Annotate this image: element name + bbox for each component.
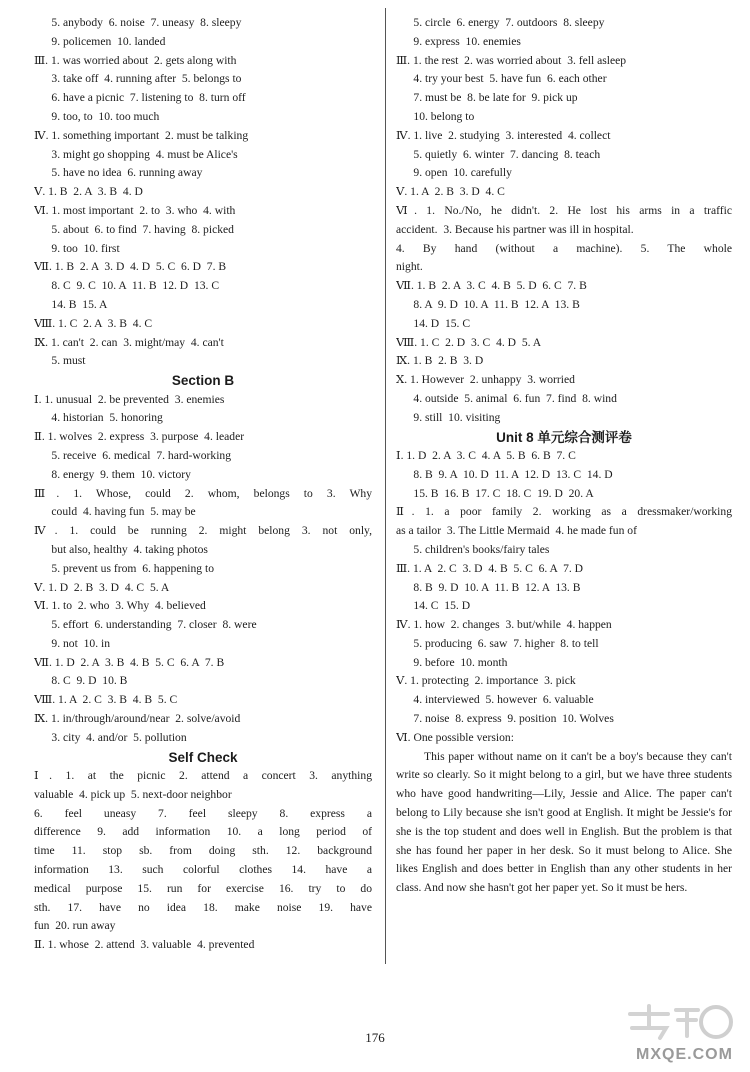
answer-line: Ⅵ. 1. No./No, he didn't. 2. He lost his arms in a traffic bbox=[396, 203, 732, 217]
answer-line: difference 9. add information 10. a long period of bbox=[34, 825, 372, 839]
answer-line: 9. open 10. carefully bbox=[396, 166, 512, 180]
answer-line: Ⅱ. 1. a poor family 2. working as a dressmaker/working bbox=[396, 505, 732, 519]
answer-line: Ⅷ. 1. C 2. A 3. B 4. C bbox=[34, 316, 153, 330]
answer-line: Ⅴ. 1. protecting 2. importance 3. pick bbox=[396, 674, 576, 688]
answer-line: 4. try your best 5. have fun 6. each other bbox=[396, 72, 607, 86]
answer-line: 8. C 9. C 10. A 11. B 12. D 13. C bbox=[34, 279, 220, 293]
answer-line: 5. producing 6. saw 7. higher 8. to tell bbox=[396, 636, 599, 650]
answer-line: Ⅶ. 1. D 2. A 3. B 4. B 5. C 6. A 7. B bbox=[34, 655, 225, 669]
column-divider bbox=[385, 8, 386, 964]
answer-line: Ⅱ. 1. wolves 2. express 3. purpose 4. leader bbox=[34, 430, 245, 444]
answer-line: 5. have no idea 6. running away bbox=[34, 166, 203, 180]
essay-paragraph: This paper without name on it can't be a boy's because they can't write so clearly. So it might belong to a girl, but we have three students who have good handwriting—Lily, Jessie and Alice. The paper can't belong to Lily because she isn't good at English. It might be Jessie's for she is the top student and does well in English. But the problem is that she has found her paper in her desk. So it must belong to Alice. She likes English and does better in English than any other students in her class. And now she hasn't got her paper yet. So it must be hers. bbox=[396, 749, 732, 895]
answer-line: Ⅰ. 1. at the picnic 2. attend a concert 3. anything bbox=[34, 769, 372, 783]
answer-line: 9. too 10. first bbox=[34, 241, 120, 255]
answer-line: information 13. such colorful clothes 14. have a bbox=[34, 863, 372, 877]
answer-line: Ⅳ. 1. live 2. studying 3. interested 4. collect bbox=[396, 128, 611, 142]
answer-line: Ⅲ. 1. was worried about 2. gets along with bbox=[34, 53, 237, 67]
answer-line: Ⅵ. 1. to 2. who 3. Why 4. believed bbox=[34, 599, 206, 613]
answer-line: 6. feel uneasy 7. feel sleepy 8. express a bbox=[34, 806, 372, 820]
left-column bbox=[34, 14, 372, 955]
answer-line: Ⅶ. 1. B 2. A 3. D 4. D 5. C 6. D 7. B bbox=[34, 260, 227, 274]
answer-line: night. bbox=[396, 260, 423, 274]
answer-line: 14. C 15. D bbox=[396, 599, 471, 613]
answer-line: time 11. stop sb. from doing sth. 12. background bbox=[34, 844, 372, 858]
answer-line: Ⅲ. 1. the rest 2. was worried about 3. fell asleep bbox=[396, 53, 627, 67]
answer-line: 9. policemen 10. landed bbox=[34, 34, 166, 48]
answer-line: 5. about 6. to find 7. having 8. picked bbox=[34, 222, 234, 236]
answer-line: 5. effort 6. understanding 7. closer 8. were bbox=[34, 618, 257, 632]
answer-line: 9. too, to 10. too much bbox=[34, 109, 160, 123]
answer-line: Ⅸ. 1. B 2. B 3. D bbox=[396, 354, 484, 368]
right-column bbox=[396, 14, 732, 898]
answer-line: Ⅴ. 1. D 2. B 3. D 4. C 5. A bbox=[34, 580, 170, 594]
answer-line: but also, healthy 4. taking photos bbox=[34, 542, 208, 556]
answer-line: 9. before 10. month bbox=[396, 655, 508, 669]
answer-line: Ⅴ. 1. A 2. B 3. D 4. C bbox=[396, 185, 505, 199]
answer-line: 7. noise 8. express 9. position 10. Wolves bbox=[396, 712, 614, 726]
answer-line: medical purpose 15. run for exercise 16. try to do bbox=[34, 881, 372, 895]
answer-line: 14. B 15. A bbox=[34, 297, 108, 311]
answer-line: sth. 17. have no idea 18. make noise 19. have bbox=[34, 900, 372, 914]
answer-line: 6. have a picnic 7. listening to 8. turn off bbox=[34, 91, 246, 105]
answer-line: 3. take off 4. running after 5. belongs to bbox=[34, 72, 242, 86]
answer-line: 10. belong to bbox=[396, 109, 475, 123]
answer-line: fun 20. run away bbox=[34, 919, 116, 933]
answer-line: Ⅳ. 1. how 2. changes 3. but/while 4. happen bbox=[396, 618, 612, 632]
answer-line: valuable 4. pick up 5. next-door neighbor bbox=[34, 787, 232, 801]
answer-line: Ⅵ. 1. most important 2. to 3. who 4. with bbox=[34, 203, 236, 217]
answer-line: 8. B 9. D 10. A 11. B 12. A 13. B bbox=[396, 580, 581, 594]
answer-line: Ⅰ. 1. unusual 2. be prevented 3. enemies bbox=[34, 392, 225, 406]
answer-line: 5. children's books/fairy tales bbox=[396, 542, 550, 556]
answer-line: accident. 3. Because his partner was ill in hospital. bbox=[396, 222, 634, 236]
answer-line: 14. D 15. C bbox=[396, 316, 471, 330]
answer-line: 5. receive 6. medical 7. hard-working bbox=[34, 448, 232, 462]
answer-line: Ⅰ. 1. D 2. A 3. C 4. A 5. B 6. B 7. C bbox=[396, 448, 576, 462]
answer-line: 4. interviewed 5. however 6. valuable bbox=[396, 693, 594, 707]
answer-line: Ⅹ. 1. However 2. unhappy 3. worried bbox=[396, 373, 575, 387]
answer-line: 15. B 16. B 17. C 18. C 19. D 20. A bbox=[396, 486, 594, 500]
right-column-lines bbox=[396, 14, 732, 748]
answer-line: 4. By hand (without a machine). 5. The whole bbox=[396, 241, 732, 255]
section-heading: Self Check bbox=[168, 749, 238, 765]
answer-line: 9. express 10. enemies bbox=[396, 34, 521, 48]
answer-line: 5. quietly 6. winter 7. dancing 8. teach bbox=[396, 147, 601, 161]
answer-line: 5. must bbox=[34, 354, 86, 368]
answer-line: 4. historian 5. honoring bbox=[34, 411, 163, 425]
section-heading: Unit 8 单元综合测评卷 bbox=[496, 429, 632, 445]
answer-line: 3. city 4. and/or 5. pollution bbox=[34, 730, 187, 744]
answer-line: Ⅱ. 1. whose 2. attend 3. valuable 4. prevented bbox=[34, 938, 255, 952]
answer-line: Ⅳ. 1. could be running 2. might belong 3. not only, bbox=[34, 524, 372, 538]
answer-line: Ⅳ. 1. something important 2. must be talking bbox=[34, 128, 249, 142]
answer-line: 9. still 10. visiting bbox=[396, 410, 501, 424]
page-number: 176 bbox=[365, 1030, 385, 1045]
answer-line: 9. not 10. in bbox=[34, 636, 111, 650]
answer-line: Ⅷ. 1. A 2. C 3. B 4. B 5. C bbox=[34, 693, 178, 707]
answer-line: Ⅸ. 1. in/through/around/near 2. solve/avoid bbox=[34, 712, 241, 726]
answer-line: 8. A 9. D 10. A 11. B 12. A 13. B bbox=[396, 297, 580, 311]
answer-line: Ⅸ. 1. can't 2. can 3. might/may 4. can't bbox=[34, 335, 224, 349]
answer-line: Ⅲ. 1. Whose, could 2. whom, belongs to 3. Why bbox=[34, 486, 372, 500]
answer-line: 8. energy 9. them 10. victory bbox=[34, 467, 191, 481]
answer-line: could 4. having fun 5. may be bbox=[34, 505, 196, 519]
answer-line: Ⅴ. 1. B 2. A 3. B 4. D bbox=[34, 185, 143, 199]
answer-line: 3. might go shopping 4. must be Alice's bbox=[34, 147, 238, 161]
answer-line: Ⅷ. 1. C 2. D 3. C 4. D 5. A bbox=[396, 335, 542, 349]
answer-line: 4. outside 5. animal 6. fun 7. find 8. wind bbox=[396, 391, 617, 405]
answer-line: 5. circle 6. energy 7. outdoors 8. sleepy bbox=[396, 16, 605, 29]
watermark-text: MXQE.COM bbox=[636, 1046, 733, 1063]
section-heading: Section B bbox=[171, 373, 235, 389]
answer-line: Ⅵ. One possible version: bbox=[396, 730, 514, 744]
answer-line: 7. must be 8. be late for 9. pick up bbox=[396, 91, 578, 105]
answer-line: Ⅶ. 1. B 2. A 3. C 4. B 5. D 6. C 7. B bbox=[396, 279, 587, 293]
answer-line: 8. C 9. D 10. B bbox=[34, 674, 128, 688]
answer-line: 5. prevent us from 6. happening to bbox=[34, 561, 214, 575]
answer-line: Ⅲ. 1. A 2. C 3. D 4. B 5. C 6. A 7. D bbox=[396, 561, 584, 575]
answer-line: 8. B 9. A 10. D 11. A 12. D 13. C 14. D bbox=[396, 467, 613, 481]
answer-line: 5. anybody 6. noise 7. uneasy 8. sleepy bbox=[34, 16, 242, 29]
answer-line: as a tailor 3. The Little Mermaid 4. he made fun of bbox=[396, 524, 637, 538]
